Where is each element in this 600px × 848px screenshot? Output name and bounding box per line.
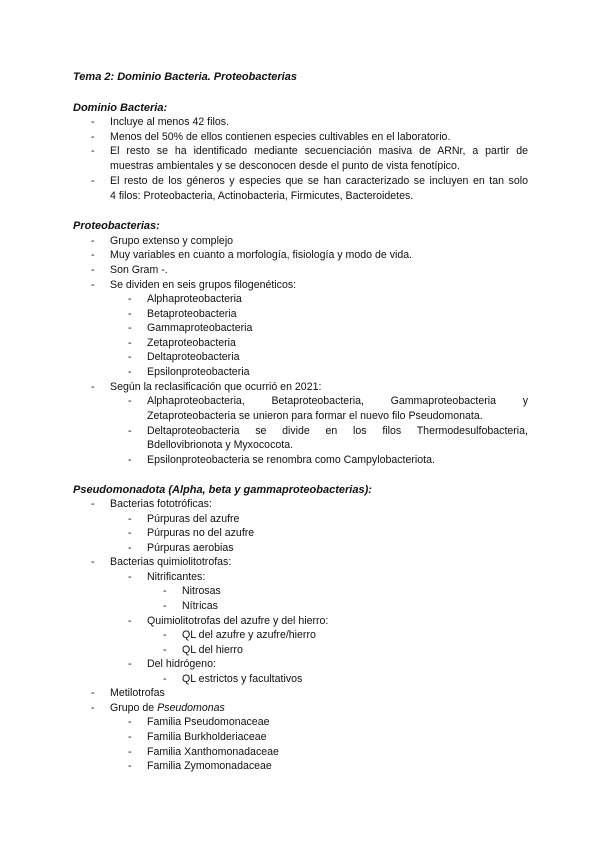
bullet: - [128, 716, 132, 728]
bullet: - [128, 293, 132, 305]
list-item-text [110, 701, 225, 716]
bullet: - [163, 644, 167, 656]
bullet: - [91, 702, 95, 714]
list-item-text: Muy variables en cuanto a morfología, fisiología y modo de vida. [110, 249, 413, 261]
list-item-text: Zetaproteobacteria [147, 337, 236, 349]
list-item-text: Bacterias fototróficas: [110, 498, 212, 510]
bullet: - [163, 673, 167, 685]
bullet: - [128, 425, 132, 437]
list-item-text: Zetaproteobacteria se unieron para formar el nuevo filo Pseudomonata. [147, 410, 483, 422]
bullet: - [128, 513, 132, 525]
list-item-text: Familia Burkholderiaceae [147, 731, 267, 743]
list-item-text: El resto de los géneros y especies que se han caracterizado se incluyen en tan solo [110, 175, 528, 187]
bullet: - [91, 249, 95, 261]
bullet: - [128, 366, 132, 378]
bullet: - [128, 731, 132, 743]
bullet: - [128, 395, 132, 407]
bullet: - [128, 454, 132, 466]
list-item-text: Epsilonproteobacteria [147, 366, 250, 378]
bullet: - [91, 145, 95, 157]
list-item-text: Deltaproteobacteria [147, 351, 240, 363]
list-item-text: Alphaproteobacteria, Betaproteobacteria, Gammaproteobacteria y [147, 395, 528, 407]
list-item-text: Púrpuras aerobias [147, 542, 234, 554]
list-item-text: Familia Pseudomonaceae [147, 716, 270, 728]
bullet: - [128, 746, 132, 758]
bullet: - [91, 279, 95, 291]
list-item-text: Púrpuras del azufre [147, 513, 240, 525]
bullet: - [91, 131, 95, 143]
bullet: - [91, 498, 95, 510]
list-item-text: Epsilonproteobacteria se renombra como Campylobacteriota. [147, 454, 435, 466]
list-item-text: QL del azufre y azufre/hierro [182, 629, 316, 641]
section-heading-pseudomonadota: Pseudomonadota (Alpha, beta y gammaproteobacterias): [73, 484, 372, 496]
bullet: - [128, 571, 132, 583]
list-item-text: Gammaproteobacteria [147, 322, 253, 334]
bullet: - [128, 615, 132, 627]
bullet: - [91, 116, 95, 128]
list-item-text: Nítricas [182, 600, 218, 612]
list-item-text: Púrpuras no del azufre [147, 527, 255, 539]
list-item-text: Quimiolitotrofas del azufre y del hierro: [147, 615, 329, 627]
list-item-text: Según la reclasificación que ocurrió en 2021: [110, 381, 322, 393]
list-item-text: Del hidrógeno: [147, 658, 216, 670]
list-item-text: El resto se ha identificado mediante secuenciación masiva de ARNr, a partir de [110, 145, 528, 157]
list-item-text: Nitrificantes: [147, 571, 206, 583]
section-heading-proteobacterias: Proteobacterias: [73, 220, 160, 232]
bullet: - [163, 629, 167, 641]
list-item-text: Familia Xanthomonadaceae [147, 746, 279, 758]
list-item-text: QL estrictos y facultativos [182, 673, 303, 685]
list-item-text: Betaproteobacteria [147, 308, 237, 320]
bullet: - [128, 542, 132, 554]
bullet: - [91, 687, 95, 699]
list-item-text: Metilotrofas [110, 687, 165, 699]
list-item-text: Se dividen en seis grupos filogenéticos: [110, 279, 297, 291]
list-item-text: Incluye al menos 42 filos. [110, 116, 229, 128]
list-item-text: Menos del 50% de ellos contienen especies cultivables en el laboratorio. [110, 131, 451, 143]
list-item-text: Son Gram -. [110, 264, 168, 276]
section-heading-dominio-bacteria: Dominio Bacteria: [73, 102, 168, 114]
bullet: - [163, 585, 167, 597]
bullet: - [128, 760, 132, 772]
list-item-text: QL del hierro [182, 644, 243, 656]
bullet: - [91, 381, 95, 393]
bullet: - [163, 600, 167, 612]
bullet: - [91, 175, 95, 187]
bullet: - [128, 658, 132, 670]
list-item-text: Bdellovibrionota y Myxococota. [147, 439, 294, 451]
list-item-text: Familia Zymomonadaceae [147, 760, 272, 772]
genus-name: Pseudomonas [157, 702, 225, 714]
bullet: - [91, 235, 95, 247]
list-item-text: Grupo extenso y complejo [110, 235, 234, 247]
bullet: - [128, 351, 132, 363]
list-item-text: 4 filos: Proteobacteria, Actinobacteria, Firmicutes, Bacteroidetes. [110, 190, 414, 202]
list-item-text-prefix: Grupo de [110, 702, 158, 714]
bullet: - [128, 337, 132, 349]
page-title: Tema 2: Dominio Bacteria. Proteobacterias [73, 71, 297, 83]
list-item-text: Deltaproteobacteria se divide en los filos Thermodesulfobacteria, [147, 425, 528, 437]
bullet: - [128, 527, 132, 539]
list-item-text: Bacterias quimiolitotrofas: [110, 556, 232, 568]
bullet: - [128, 308, 132, 320]
bullet: - [91, 556, 95, 568]
bullet: - [91, 264, 95, 276]
bullet: - [128, 322, 132, 334]
list-item-text: Alphaproteobacteria [147, 293, 242, 305]
list-item-text: Nitrosas [182, 585, 221, 597]
list-item-text: muestras ambientales y se desconocen desde el punto de vista fenotípico. [110, 160, 460, 172]
